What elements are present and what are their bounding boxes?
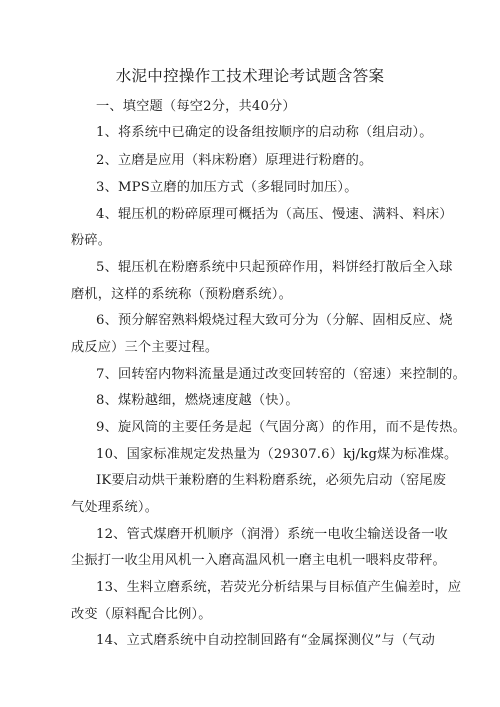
- text-line: 改变（原料配合比例）。: [71, 607, 212, 622]
- document-title: 水泥中控操作工技术理论考试题含答案: [115, 67, 385, 85]
- text-line: 10、国家标准规定发热量为（29307.6）kj/kg煤为标准煤。: [96, 447, 458, 462]
- text-line: 成反应）三个主要过程。: [71, 340, 219, 355]
- text-line: 9、旋风筒的主要任务是起（气固分离）的作用，而不是传热。: [96, 420, 467, 435]
- text-line: 12、管式煤磨开机顺序（润滑）系统一电收尘输送设备一收: [96, 527, 448, 542]
- text-line: 1、将系统中已确定的设备组按顺序的启动称（组启动）。: [96, 125, 433, 140]
- text-line: 13、生料立磨系统，若荧光分析结果与目标值产生偏差时，应: [96, 580, 462, 595]
- text-line: 气处理系统）。: [71, 500, 159, 515]
- text-line: 尘振打一收尘用风机一入磨高温风机一磨主电机一喂料皮带秤。: [71, 553, 446, 568]
- text-line: 2、立磨是应用（料床粉磨）原理进行粉磨的。: [96, 153, 373, 168]
- text-line: 14、立式磨系统中自动控制回路有“金属探测仪”与（气动: [96, 633, 435, 648]
- text-line: IK要启动烘干兼粉磨的生料粉磨系统，必须先启动（窑尾废: [96, 473, 447, 488]
- text-line: 4、辊压机的粉碎原理可概括为（高压、慢速、满料、料床）: [96, 207, 453, 222]
- text-line: 7、回转窑内物料流量是通过改变回转窑的（窑速）来控制的。: [96, 367, 467, 382]
- text-line: 3、MPS立磨的加压方式（多辊同时加压）。: [96, 180, 358, 195]
- section-heading: 一、填空题（每空2分，共40分）: [96, 99, 296, 114]
- text-line: 5、辊压机在粉磨系统中只起预碎作用，料饼经打散后全入球: [96, 260, 453, 275]
- text-line: 粉碎。: [71, 233, 112, 248]
- text-line: 6、预分解窑熟料煅烧过程大致可分为（分解、固相反应、烧: [96, 313, 453, 328]
- text-line: 8、煤粉越细，燃烧速度越（快）。: [96, 393, 299, 408]
- text-line: 磨机，这样的系统称（预粉磨系统）。: [71, 287, 292, 302]
